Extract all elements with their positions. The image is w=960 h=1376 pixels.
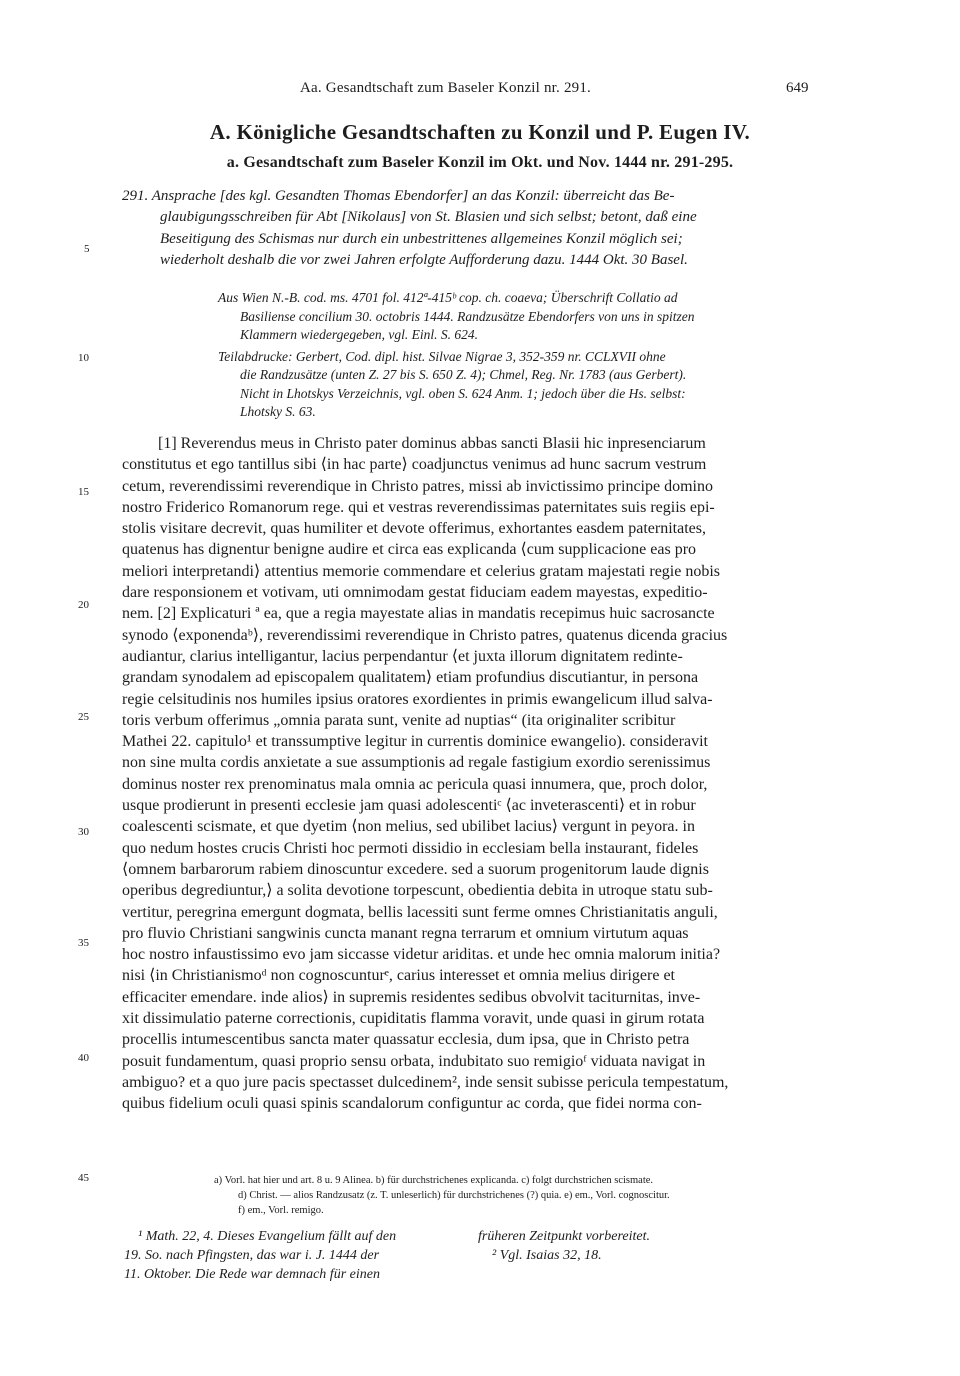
line-number: 10 [78, 352, 89, 364]
text-line: dominus noster rex prenominatus mala omnia ac pericula quasi innumera, que, proch dolor, [122, 775, 708, 793]
text-line: xit dissimulatio paterne correctionis, cupiditatis flamma voravit, unde quasi in girum rotata [122, 1010, 705, 1028]
footnote-line: 19. So. nach Pfingsten, das war i. J. 1444 der [124, 1248, 380, 1263]
regest-line: glaubigungsschreiben für Abt [Nikolaus] von St. Blasien und sich selbst; betont, daß eine [160, 209, 697, 226]
source-note [218, 289, 694, 422]
text-line: vertitur, peregrina emergunt dogmata, bellis lacessiti sunt ferme omnes Christianitatis anguli, [122, 903, 718, 921]
line-number: 45 [78, 1172, 89, 1184]
apparatus-line: a) Vorl. hat hier und art. 8 u. 9 Alinea. b) für durchstrichenes explicanda. c) folgt durchstrichen scismate. [214, 1175, 654, 1186]
text-line: pro fluvio Christiani sangwinis cuncta manant regna terrarum et omnium virtutum aquas [122, 924, 689, 942]
text-line: nostro Friderico Romanorum rege. qui et vestras reverendissimas paternitates suis regiis epi- [122, 498, 715, 516]
line-number: 40 [78, 1052, 89, 1064]
text-line: [1] Reverendus meus in Christo pater dominus abbas sancti Blasii hic inpresenciarum [158, 435, 706, 452]
line-number: 20 [78, 599, 89, 611]
text-line: usque prodierunt in presenti ecclesie jam quasi adolescentiᶜ ⟨ac inveterascenti⟩ et in robur [122, 797, 696, 815]
text-line: ⟨omnem barbarorum rabiem dinoscuntur excedere. sed a suorum progenitorum laude dignis [122, 860, 709, 878]
line-number: 5 [84, 243, 90, 255]
regest-line: 291. Ansprache [des kgl. Gesandten Thomas Ebendorfer] an das Konzil: überreicht das Be- [122, 188, 675, 204]
apparatus-line: d) Christ. — alios Randzusatz (z. T. unleserlich) für durchstrichenes (?) quia. e) em., Vorl. cognoscitur. [238, 1190, 670, 1201]
footnote-line: ¹ Math. 22, 4. Dieses Evangelium fällt auf den [138, 1229, 397, 1244]
footnotes-right-column [478, 1227, 650, 1265]
critical-apparatus [214, 1173, 670, 1218]
text-line: quibus fidelium oculi quasi spinis scandalorum configuntur ac corda, que fidei norma con- [122, 1095, 702, 1113]
source-line: Nicht in Lhotskys Verzeichnis, vgl. oben S. 624 Anm. 1; jedoch über die Hs. selbst: [240, 385, 686, 401]
section-heading: A. Königliche Gesandtschaften zu Konzil und P. Eugen IV. [209, 120, 751, 144]
source-line: Teilabdrucke: Gerbert, Cod. dipl. hist. Silvae Nigrae 3, 352-359 nr. CCLXVII ohne [218, 348, 666, 364]
text-line: Mathei 22. capitulo¹ et transsumptive legitur in currentis dominice ewangelio). consideravit [122, 733, 708, 751]
line-number: 35 [78, 937, 89, 949]
text-line: hoc nostro infaustissimo evo jam siccasse videtur ariditas. et unde hec omnia malorum initia? [122, 946, 721, 964]
text-line: dare responsionem et votivam, uti omnimodam gestat fiduciam eadem mayestas, expeditio- [122, 584, 708, 602]
text-line: stolis visitare decrevit, quas humiliter et devote offerimus, exhortantes easdem paternitates, [122, 520, 706, 538]
regest-line: wiederholt deshalb die vor zwei Jahren erfolgte Aufforderung dazu. 1444 Okt. 30 Basel. [160, 251, 688, 268]
text-line: nem. [2] Explicaturi ª ea, que a regia mayestate alias in mandatis recepimus huic sacrosancte [122, 605, 715, 623]
text-line: grandam synodalem ad episcopalem qualitatem⟩ etiam profundius discutiantur, in persona [122, 669, 699, 687]
text-line: audiantur, clarius intelligantur, lacius perpendantur ⟨et juxta illorum dignitatem redinte- [122, 647, 683, 665]
source-line: Aus Wien N.-B. cod. ms. 4701 fol. 412ª-415ᵇ cop. ch. coaeva; Überschrift Collatio ad [218, 290, 678, 305]
text-line: quo nedum hostes crucis Christi hoc permoti dissidio in ecclesiam bella instaurant, fideles [122, 839, 699, 857]
line-number: 15 [78, 486, 89, 498]
source-line: Basiliense concilium 30. octobris 1444. Randzusätze Ebendorfers von uns in spitzen [240, 308, 695, 324]
text-line: constitutus et ego tantillus sibi ⟨in hac parte⟩ coadjunctus venimus ad hunc sacrum vestrum [122, 456, 707, 474]
subsection-heading: a. Gesandtschaft zum Baseler Konzil im Okt. und Nov. 1444 nr. 291-295. [226, 154, 734, 171]
line-number: 30 [78, 826, 89, 838]
text-line: procellis intumescentibus sancta mater quassatur ecclesia, dum ipsa, que in Christo petra [122, 1031, 690, 1049]
text-line: regie celsitudinis nos humiles ipsius oratores exordientes in primis ewangelicum illud salva- [122, 690, 713, 708]
text-line: meliori interpretandi⟩ attentius memorie commendare et celerius gratam majestati regie nobis [122, 562, 721, 580]
text-line: synodo ⟨exponendaᵇ⟩, reverendissimi reverendique in Christo patres, quatenus dicenda gracius [122, 626, 728, 644]
running-header: Aa. Gesandtschaft zum Baseler Konzil nr. 291. [300, 80, 592, 96]
body-text [122, 433, 728, 1115]
text-line: coalescenti scismate, et que dyetim ⟨non melius, sed ubilibet lacius⟩ vergunt in peyora. in [122, 818, 695, 836]
line-number: 25 [78, 711, 89, 723]
footnote-line: ² Vgl. Isaias 32, 18. [492, 1248, 602, 1263]
text-line: efficaciter emendare. inde alios⟩ in supremis residentes sedibus obvolvit taciturnitas, inve- [122, 988, 701, 1006]
text-line: quatenus has dignentur benigne audire et circa eas explicanda ⟨cum supplicacione eas pro [122, 541, 697, 559]
source-line: die Randzusätze (unten Z. 27 bis S. 650 Z. 4); Chmel, Reg. Nr. 1783 (aus Gerbert). [240, 367, 687, 382]
text-line: operibus degrediuntur,⟩ a solita devotione torpescunt, obedientia debita in utroque statu sub- [122, 882, 713, 900]
footnote-line: 11. Oktober. Die Rede war demnach für einen [124, 1267, 380, 1282]
text-line: non sine multa cordis anxietate a sue assumptionis ad regale fastigium exordio serenissimus [122, 754, 711, 772]
regest-line: Beseitigung des Schismas nur durch ein unbestrittenes allgemeines Konzil möglich sei; [160, 230, 683, 247]
footnote-line: früheren Zeitpunkt vorbereitet. [478, 1229, 650, 1244]
text-line: cetum, reverendissimi reverendique in Christo patres, missi ab invictissimo principe domino [122, 477, 713, 495]
page-number: 649 [786, 80, 809, 96]
apparatus-line: f) em., Vorl. remigo. [238, 1205, 324, 1216]
source-line: Lhotsky S. 63. [240, 404, 316, 419]
regest [122, 186, 697, 271]
text-line: posuit fundamentum, quasi proprio sensu orbata, indubitato suo remigioᶠ viduata navigat in [122, 1052, 706, 1070]
text-line: nisi ⟨in Christianismoᵈ non cognoscunturᵉ, carius interesset et omnia melius dirigere et [122, 967, 675, 985]
text-line: toris verbum offerimus „omnia parata sunt, venite ad nuptias“ (ita originaliter scribitur [122, 711, 676, 729]
source-line: Klammern wiedergegeben, vgl. Einl. S. 624. [240, 327, 478, 342]
footnotes-left-column [124, 1227, 396, 1284]
text-line: ambiguo? et a quo jure pacis spectasset dulcedinem², inde sensit subisse pericula tempestatum, [122, 1073, 729, 1091]
